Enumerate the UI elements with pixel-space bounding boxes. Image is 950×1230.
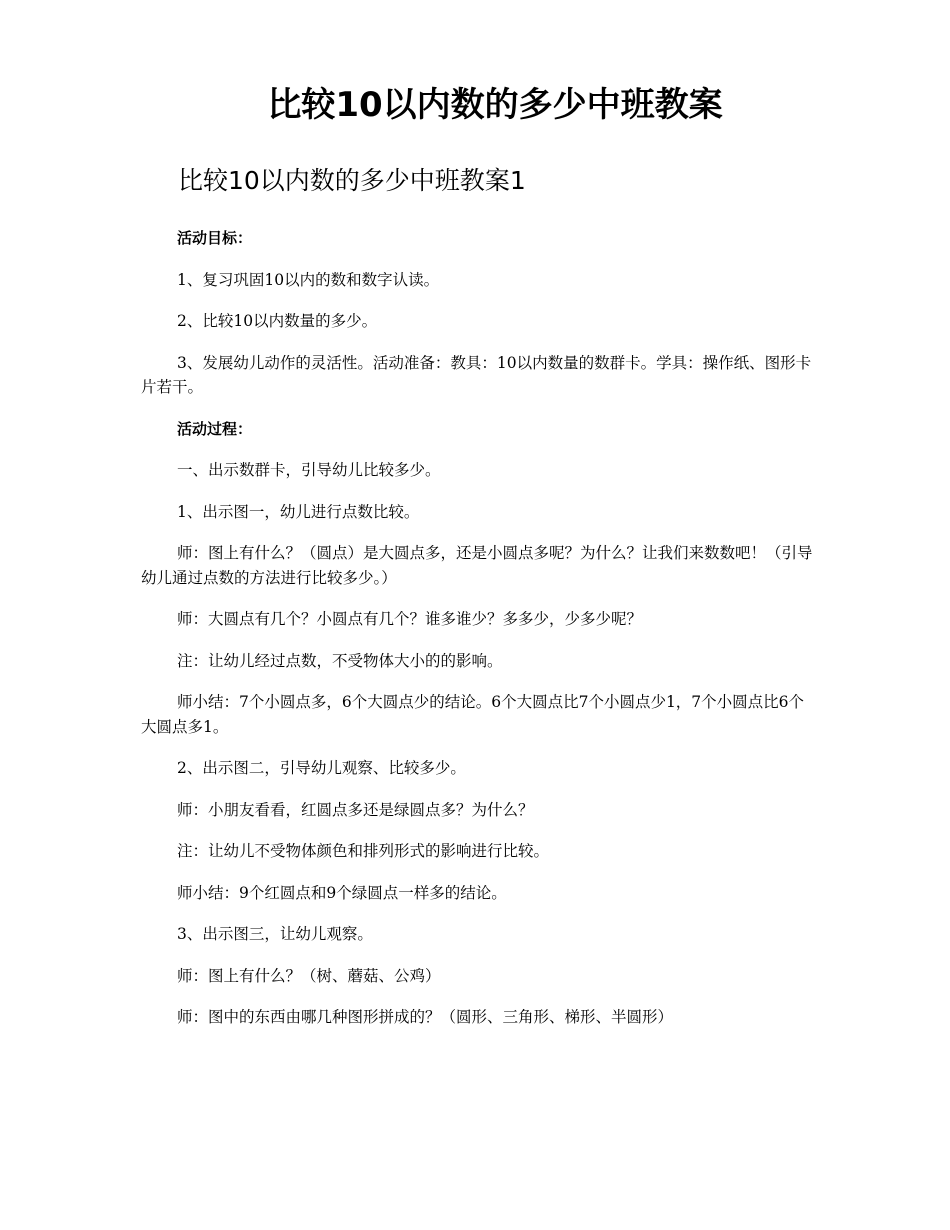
paragraph: 师：小朋友看看，红圆点多还是绿圆点多？为什么？ [177, 800, 534, 819]
paragraph-heading: 活动目标： [177, 229, 253, 247]
paragraph: 2、比较10以内数量的多少。 [177, 312, 378, 330]
paragraph: 师：图上有什么？（圆点）是大圆点多，还是小圆点多呢？为什么？让我们来数数吧！（引导幼儿通过点数的方法进行比较多少。） [141, 544, 813, 587]
paragraph: 注：让幼儿不受物体颜色和排列形式的影响进行比较。 [177, 842, 550, 860]
paragraph: 1、出示图一，幼儿进行点数比较。 [177, 502, 420, 521]
paragraph: 3、出示图三，让幼儿观察。 [177, 925, 373, 943]
document-body [141, 226, 813, 1047]
paragraph: 一、出示数群卡，引导幼儿比较多少。 [177, 461, 441, 479]
paragraph: 2、出示图二，引导幼儿观察、比较多少。 [177, 759, 466, 777]
document-title: 比较10以内数的多少中班教案 [267, 85, 723, 125]
paragraph: 师小结：9个红圆点和9个绿圆点一样多的结论。 [177, 883, 507, 902]
paragraph: 师小结：7个小圆点多，6个大圆点少的结论。6个大圆点比7个小圆点少1，7个小圆点比6个大圆点多1。 [141, 693, 805, 736]
paragraph: 1、复习巩固10以内的数和数字认读。 [177, 270, 440, 289]
paragraph: 师：图上有什么？（树、蘑菇、公鸡） [177, 966, 441, 985]
paragraph: 注：让幼儿经过点数，不受物体大小的的影响。 [177, 651, 503, 670]
paragraph: 师：大圆点有几个？小圆点有几个？谁多谁少？多多少，少多少呢？ [177, 610, 643, 628]
paragraph-heading: 活动过程： [177, 419, 253, 438]
section-title: 比较10以内数的多少中班教案1 [178, 166, 526, 195]
paragraph: 师：图中的东西由哪几种图形拼成的？（圆形、三角形、梯形、半圆形） [177, 1008, 674, 1026]
paragraph: 3、发展幼儿动作的灵活性。活动准备：教具：10以内数量的数群卡。学具：操作纸、图形卡片若干。 [141, 353, 812, 396]
